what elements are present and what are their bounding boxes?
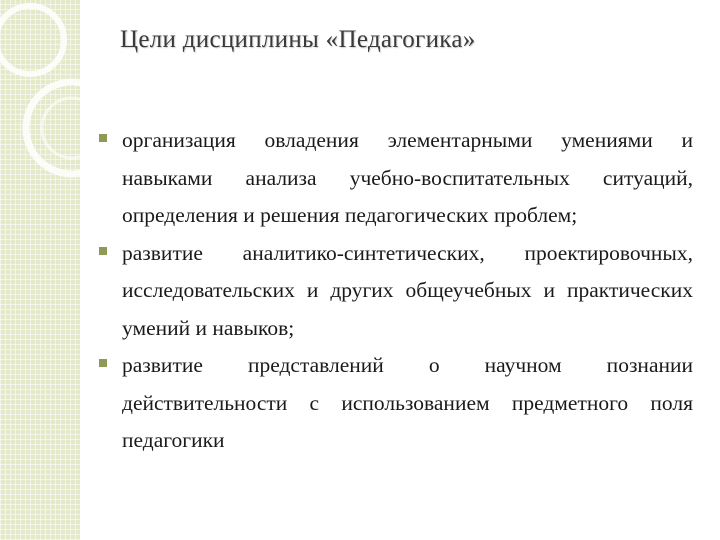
bullet-text: развитие аналитико-синтетических, проектировочных, исследовательских и других общеучебных и практических умений и навыков; (122, 240, 693, 340)
list-item (95, 347, 693, 460)
square-bullet-icon (99, 247, 107, 255)
list-item (95, 122, 693, 235)
bullet-text: организация овладения элементарными умениями и навыками анализа учебно-воспитательных ситуаций, определения и решения педагогических проблем; (122, 128, 693, 227)
slide-title: Цели дисциплины «Педагогика» (120, 26, 476, 53)
bullet-list (95, 122, 693, 460)
square-bullet-icon (99, 359, 107, 367)
decorative-circles (0, 0, 80, 540)
decorative-side-band (0, 0, 80, 540)
square-bullet-icon (99, 134, 107, 142)
bullet-text: развитие представлений о научном познании действительности с использованием предметного поля педагогики (122, 353, 693, 452)
list-item (95, 235, 693, 348)
